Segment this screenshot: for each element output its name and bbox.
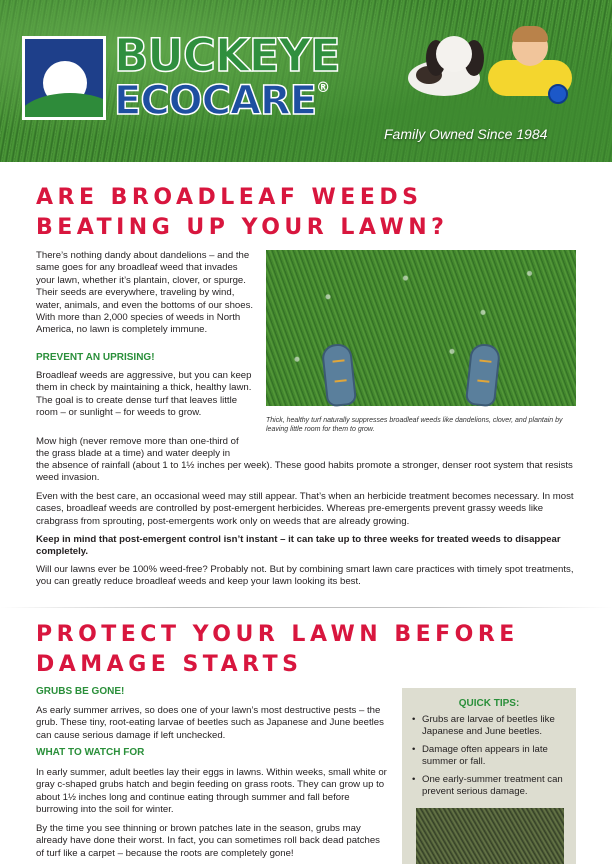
section1-para5: Will our lawns ever be 100% weed-free? Probably not. But by combining smart lawn care practices with timely spot treatments, you can greatly reduce broadleaf weeds and keep your lawn looking its best. bbox=[36, 564, 574, 588]
section1-para1: Broadleaf weeds are aggressive, but you can keep them in check by maintaining a thick, healthy lawn. The goal is to create dense turf that leaves little room – or sunlight – for weeds to grow. bbox=[36, 370, 252, 419]
bullet-icon: • bbox=[412, 744, 416, 755]
ball-icon bbox=[548, 84, 568, 104]
section1-title-line1: ARE BROADLEAF WEEDS bbox=[36, 185, 423, 210]
lace-shape bbox=[332, 359, 346, 382]
section1-title bbox=[36, 183, 448, 243]
bullet-icon: • bbox=[412, 774, 416, 785]
quick-tip-item bbox=[412, 774, 566, 798]
quick-tip-item bbox=[412, 714, 566, 738]
boy-hair-shape bbox=[512, 26, 548, 42]
section2-para1: As early summer arrives, so does one of your lawn’s most destructive pests – the grub. These tiny, root-eating larvae of beetles such as Japanese and June beetles can cause serious damage if left unchecked. bbox=[36, 705, 384, 741]
section1-para2-rest: the absence of rainfall (about 1 to 1½ inches per week). These good habits promote a stronger, denser root system that resists weed invasion. bbox=[36, 460, 573, 484]
section2-para2: In early summer, adult beetles lay their eggs in lawns. Within weeks, small white or gray c-shaped grubs hatch and begin feeding on grass roots. They can grow up to about 1½ inches long and continue eating through summer and fall before burrowing into the soil for winter. bbox=[36, 767, 387, 816]
tagline: Family Owned Since 1984 bbox=[384, 126, 548, 142]
section1-para3: Even with the best care, an occasional weed may still appear. That’s when an herbicide treatment becomes necessary. In most cases, broadleaf weeds are controlled by post-emergent herbicides. Whereas pre-emergents prevent grassy weeds like crabgrass from sprouting, post-emergents work only on weeds that are already growing. bbox=[36, 491, 574, 527]
dog-head-shape bbox=[436, 36, 472, 72]
quick-tips-title: QUICK TIPS: bbox=[458, 698, 520, 709]
brand-name-line1: BUCKEYE bbox=[114, 29, 340, 82]
buckeye-logo-icon bbox=[22, 36, 106, 120]
quick-tip-text: Grubs are larvae of beetles like Japanese and June beetles. bbox=[422, 714, 555, 737]
quick-tips-box bbox=[402, 688, 576, 864]
registered-mark: ® bbox=[316, 80, 330, 96]
section1-subhead: PREVENT AN UPRISING! bbox=[36, 352, 155, 363]
section1-para4: Keep in mind that post-emergent control isn’t instant – it can take up to three weeks for treated weeds to disappear completely. bbox=[36, 534, 561, 558]
lawn-photo bbox=[266, 250, 576, 406]
bullet-icon: • bbox=[412, 714, 416, 725]
dog-photo bbox=[394, 32, 490, 102]
lace-shape bbox=[477, 360, 491, 383]
lawn-photo-caption: Thick, healthy turf naturally suppresses broadleaf weeds like dandelions, clover, and plantain by leaving little room for them to grow. bbox=[266, 417, 563, 433]
quick-tip-text: Damage often appears in late summer or fall. bbox=[422, 744, 548, 767]
brand-name-line2 bbox=[114, 78, 330, 124]
boy-photo bbox=[484, 26, 584, 106]
section1-para2-line2: the grass blade at a time) and water deeply in bbox=[36, 448, 231, 459]
section2-title-line1: PROTECT YOUR LAWN BEFORE bbox=[36, 622, 519, 647]
section2-title bbox=[36, 620, 519, 680]
section2-subhead1: GRUBS BE GONE! bbox=[36, 686, 125, 697]
section1-title-line2: BEATING UP YOUR LAWN? bbox=[36, 215, 449, 240]
section-divider bbox=[0, 607, 612, 608]
section1-intro: There’s nothing dandy about dandelions – and the same goes for any broadleaf weed that invades your lawn, whether it’s plantain, clover, or spurge. Their seeds are everywhere, traveling by wind, water, animals, and even the bottoms of our shoes. With more than 2,000 species of weeds in North America, no lawn is completely immune. bbox=[36, 250, 254, 336]
quick-tip-text: One early-summer treatment can prevent serious damage. bbox=[422, 774, 563, 797]
section2-title-line2: DAMAGE STARTS bbox=[36, 652, 303, 677]
grub-photo bbox=[416, 808, 564, 864]
header-banner bbox=[0, 0, 612, 162]
section2-para3: By the time you see thinning or brown patches late in the season, grubs may already have done their worst. In fact, you can sometimes roll back dead patches of turf like a carpet – because the roots are completely gone! bbox=[36, 823, 380, 859]
quick-tip-item bbox=[412, 744, 566, 768]
section1-para2-line1: Mow high (never remove more than one-third of bbox=[36, 436, 239, 447]
brand-name-line2-text: ECOCARE bbox=[114, 78, 317, 124]
section2-subhead2: WHAT TO WATCH FOR bbox=[36, 747, 145, 758]
